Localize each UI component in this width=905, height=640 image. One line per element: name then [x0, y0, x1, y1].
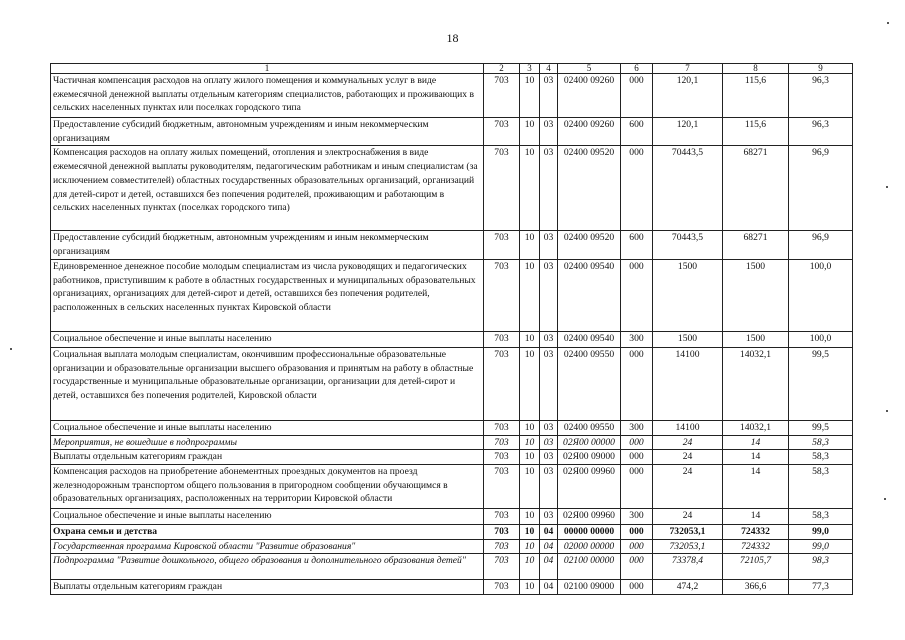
expense-type-code: 000 — [621, 464, 653, 508]
table-row — [51, 146, 853, 231]
plan-value: 24 — [653, 464, 723, 508]
expense-type-code: 000 — [621, 450, 653, 465]
expense-type-code: 000 — [621, 146, 653, 231]
page-number: 18 — [446, 31, 459, 45]
ved-code: 703 — [484, 554, 520, 580]
section-code: 10 — [520, 580, 540, 595]
subsection-code: 03 — [540, 259, 558, 331]
section-code: 10 — [520, 231, 540, 259]
section-code: 10 — [520, 146, 540, 231]
plan-value: 732053,1 — [653, 524, 723, 539]
table-row — [51, 450, 853, 465]
table-row — [51, 524, 853, 539]
target-article-code: 02400 09550 — [558, 347, 621, 420]
ved-code: 703 — [484, 580, 520, 595]
subsection-code: 03 — [540, 435, 558, 450]
subsection-code: 03 — [540, 420, 558, 435]
ved-code: 703 — [484, 118, 520, 146]
section-code: 10 — [520, 508, 540, 524]
fact-value: 1500 — [723, 259, 789, 331]
row-name: Выплаты отдельным категориям граждан — [51, 580, 484, 595]
target-article-code: 02100 00000 — [558, 554, 621, 580]
ved-code: 703 — [484, 539, 520, 554]
table-row — [51, 508, 853, 524]
row-name: Социальное обеспечение и иные выплаты населению — [51, 331, 484, 347]
subsection-code: 03 — [540, 450, 558, 465]
section-code: 10 — [520, 554, 540, 580]
expense-type-code: 300 — [621, 508, 653, 524]
row-name: Социальное обеспечение и иные выплаты населению — [51, 420, 484, 435]
percent-value: 58,3 — [789, 464, 853, 508]
section-code: 10 — [520, 331, 540, 347]
row-name: Единовременное денежное пособие молодым специалистам из числа руководящих и педагогических работников, приступившим к работе в областных государственных и муниципальных образовательных организациях, организациях для детей-сирот и детей, оставшихся без попечения родителей, расположенных в сельских населенных пунктах Кировской области — [51, 259, 484, 331]
expense-type-code: 000 — [621, 524, 653, 539]
plan-value: 120,1 — [653, 74, 723, 118]
row-name: Подпрограмма "Развитие дошкольного, общего образования и дополнительного образования детей" — [51, 554, 484, 580]
expense-type-code: 000 — [621, 539, 653, 554]
subsection-code: 03 — [540, 347, 558, 420]
expense-type-code: 000 — [621, 347, 653, 420]
fact-value: 14 — [723, 464, 789, 508]
ved-code: 703 — [484, 74, 520, 118]
target-article-code: 02400 09550 — [558, 420, 621, 435]
scan-speck — [10, 348, 12, 350]
ved-code: 703 — [484, 435, 520, 450]
target-article-code: 02Я00 09960 — [558, 508, 621, 524]
percent-value: 100,0 — [789, 259, 853, 331]
column-header: 9 — [789, 64, 853, 74]
plan-value: 24 — [653, 508, 723, 524]
plan-value: 73378,4 — [653, 554, 723, 580]
fact-value: 724332 — [723, 524, 789, 539]
row-name: Социальная выплата молодым специалистам, окончившим профессиональные образовательные организации и образовательные организации высшего образования и принятым на работу в областные государственные и муниципальные образовательные организации, организации для детей-сирот и детей, оставшихся без попечения родителей, Кировской области — [51, 347, 484, 420]
subsection-code: 03 — [540, 231, 558, 259]
column-header: 8 — [723, 64, 789, 74]
plan-value: 24 — [653, 435, 723, 450]
percent-value: 99,5 — [789, 347, 853, 420]
percent-value: 99,5 — [789, 420, 853, 435]
expense-type-code: 000 — [621, 74, 653, 118]
plan-value: 24 — [653, 450, 723, 465]
plan-value: 14100 — [653, 420, 723, 435]
column-header: 1 — [51, 64, 484, 74]
percent-value: 77,3 — [789, 580, 853, 595]
plan-value: 14100 — [653, 347, 723, 420]
row-name: Охрана семьи и детства — [51, 524, 484, 539]
row-name: Выплаты отдельным категориям граждан — [51, 450, 484, 465]
subsection-code: 03 — [540, 146, 558, 231]
percent-value: 96,3 — [789, 74, 853, 118]
percent-value: 100,0 — [789, 331, 853, 347]
ved-code: 703 — [484, 464, 520, 508]
ved-code: 703 — [484, 450, 520, 465]
ved-code: 703 — [484, 259, 520, 331]
scan-speck — [886, 410, 888, 412]
percent-value: 58,3 — [789, 450, 853, 465]
fact-value: 366,6 — [723, 580, 789, 595]
table-row — [51, 539, 853, 554]
column-header: 2 — [484, 64, 520, 74]
table-row — [51, 420, 853, 435]
budget-table — [50, 63, 853, 595]
table-row — [51, 118, 853, 146]
scan-speck — [886, 186, 888, 188]
section-code: 10 — [520, 74, 540, 118]
section-code: 10 — [520, 347, 540, 420]
fact-value: 115,6 — [723, 74, 789, 118]
section-code: 10 — [520, 539, 540, 554]
subsection-code: 03 — [540, 118, 558, 146]
target-article-code: 02400 09260 — [558, 118, 621, 146]
section-code: 10 — [520, 259, 540, 331]
column-header: 4 — [540, 64, 558, 74]
expense-type-code: 000 — [621, 554, 653, 580]
ved-code: 703 — [484, 508, 520, 524]
percent-value: 96,3 — [789, 118, 853, 146]
target-article-code: 02400 09540 — [558, 331, 621, 347]
fact-value: 1500 — [723, 331, 789, 347]
plan-value: 1500 — [653, 259, 723, 331]
subsection-code: 03 — [540, 331, 558, 347]
fact-value: 68271 — [723, 146, 789, 231]
scan-speck — [884, 498, 886, 500]
plan-value: 70443,5 — [653, 146, 723, 231]
fact-value: 115,6 — [723, 118, 789, 146]
expense-type-code: 600 — [621, 231, 653, 259]
target-article-code: 02100 09000 — [558, 580, 621, 595]
percent-value: 96,9 — [789, 146, 853, 231]
plan-value: 70443,5 — [653, 231, 723, 259]
target-article-code: 02Я00 09000 — [558, 450, 621, 465]
fact-value: 72105,7 — [723, 554, 789, 580]
table-row — [51, 231, 853, 259]
ved-code: 703 — [484, 524, 520, 539]
section-code: 10 — [520, 118, 540, 146]
subsection-code: 04 — [540, 580, 558, 595]
fact-value: 14 — [723, 508, 789, 524]
row-name: Компенсация расходов на оплату жилых помещений, отопления и электроснабжения в виде ежемесячной денежной выплаты руководителям, педагогическим работникам и иным специалистам (за исключением совместителей) областных государственных образовательных организаций, организаций для детей-сирот и детей, оставшихся без попечения родителей, проживающим и работающим в сельских населенных пунктах (поселках городского типа) — [51, 146, 484, 231]
target-article-code: 02400 09260 — [558, 74, 621, 118]
row-name: Социальное обеспечение и иные выплаты населению — [51, 508, 484, 524]
target-article-code: 00000 00000 — [558, 524, 621, 539]
target-article-code: 02Я00 09960 — [558, 464, 621, 508]
plan-value: 474,2 — [653, 580, 723, 595]
ved-code: 703 — [484, 331, 520, 347]
ved-code: 703 — [484, 231, 520, 259]
column-header: 5 — [558, 64, 621, 74]
fact-value: 14 — [723, 435, 789, 450]
fact-value: 14032,1 — [723, 347, 789, 420]
table-row — [51, 580, 853, 595]
table-row — [51, 259, 853, 331]
row-name: Государственная программа Кировской области "Развитие образования" — [51, 539, 484, 554]
subsection-code: 04 — [540, 554, 558, 580]
section-code: 10 — [520, 450, 540, 465]
target-article-code: 02000 00000 — [558, 539, 621, 554]
row-name: Мероприятия, не вошедшие в подпрограммы — [51, 435, 484, 450]
expense-type-code: 300 — [621, 420, 653, 435]
expense-type-code: 300 — [621, 331, 653, 347]
section-code: 10 — [520, 524, 540, 539]
fact-value: 14032,1 — [723, 420, 789, 435]
subsection-code: 03 — [540, 74, 558, 118]
row-name: Предоставление субсидий бюджетным, автономным учреждениям и иным некоммерческим организациям — [51, 231, 484, 259]
percent-value: 58,3 — [789, 435, 853, 450]
plan-value: 1500 — [653, 331, 723, 347]
section-code: 10 — [520, 420, 540, 435]
subsection-code: 03 — [540, 464, 558, 508]
column-header: 7 — [653, 64, 723, 74]
ved-code: 703 — [484, 146, 520, 231]
fact-value: 68271 — [723, 231, 789, 259]
plan-value: 732053,1 — [653, 539, 723, 554]
row-name: Компенсация расходов на приобретение абонементных проездных документов на проезд железнодорожным транспортом общего пользования в пригородном сообщении обучающимся в образовательных организациях, расположенных на территории Кировской области — [51, 464, 484, 508]
scan-speck — [887, 22, 889, 24]
column-header: 6 — [621, 64, 653, 74]
column-header: 3 — [520, 64, 540, 74]
subsection-code: 03 — [540, 508, 558, 524]
percent-value: 98,3 — [789, 554, 853, 580]
percent-value: 99,0 — [789, 539, 853, 554]
percent-value: 96,9 — [789, 231, 853, 259]
ved-code: 703 — [484, 420, 520, 435]
ved-code: 703 — [484, 347, 520, 420]
table-row — [51, 464, 853, 508]
subsection-code: 04 — [540, 524, 558, 539]
fact-value: 14 — [723, 450, 789, 465]
target-article-code: 02Я00 00000 — [558, 435, 621, 450]
expense-type-code: 000 — [621, 259, 653, 331]
table-row — [51, 331, 853, 347]
row-name: Предоставление субсидий бюджетным, автономным учреждениям и иным некоммерческим организациям — [51, 118, 484, 146]
plan-value: 120,1 — [653, 118, 723, 146]
table-row — [51, 347, 853, 420]
fact-value: 724332 — [723, 539, 789, 554]
percent-value: 99,0 — [789, 524, 853, 539]
row-name: Частичная компенсация расходов на оплату жилого помещения и коммунальных услуг в виде ежемесячной денежной выплаты отдельным категориям специалистов, работающих и проживающих в сельских населенных пунктах или поселках городского типа — [51, 74, 484, 118]
table-row — [51, 74, 853, 118]
subsection-code: 04 — [540, 539, 558, 554]
section-code: 10 — [520, 435, 540, 450]
expense-type-code: 000 — [621, 580, 653, 595]
target-article-code: 02400 09540 — [558, 259, 621, 331]
header-row — [51, 64, 853, 74]
section-code: 10 — [520, 464, 540, 508]
target-article-code: 02400 09520 — [558, 231, 621, 259]
table-row — [51, 435, 853, 450]
expense-type-code: 000 — [621, 435, 653, 450]
target-article-code: 02400 09520 — [558, 146, 621, 231]
percent-value: 58,3 — [789, 508, 853, 524]
expense-type-code: 600 — [621, 118, 653, 146]
table-row — [51, 554, 853, 580]
